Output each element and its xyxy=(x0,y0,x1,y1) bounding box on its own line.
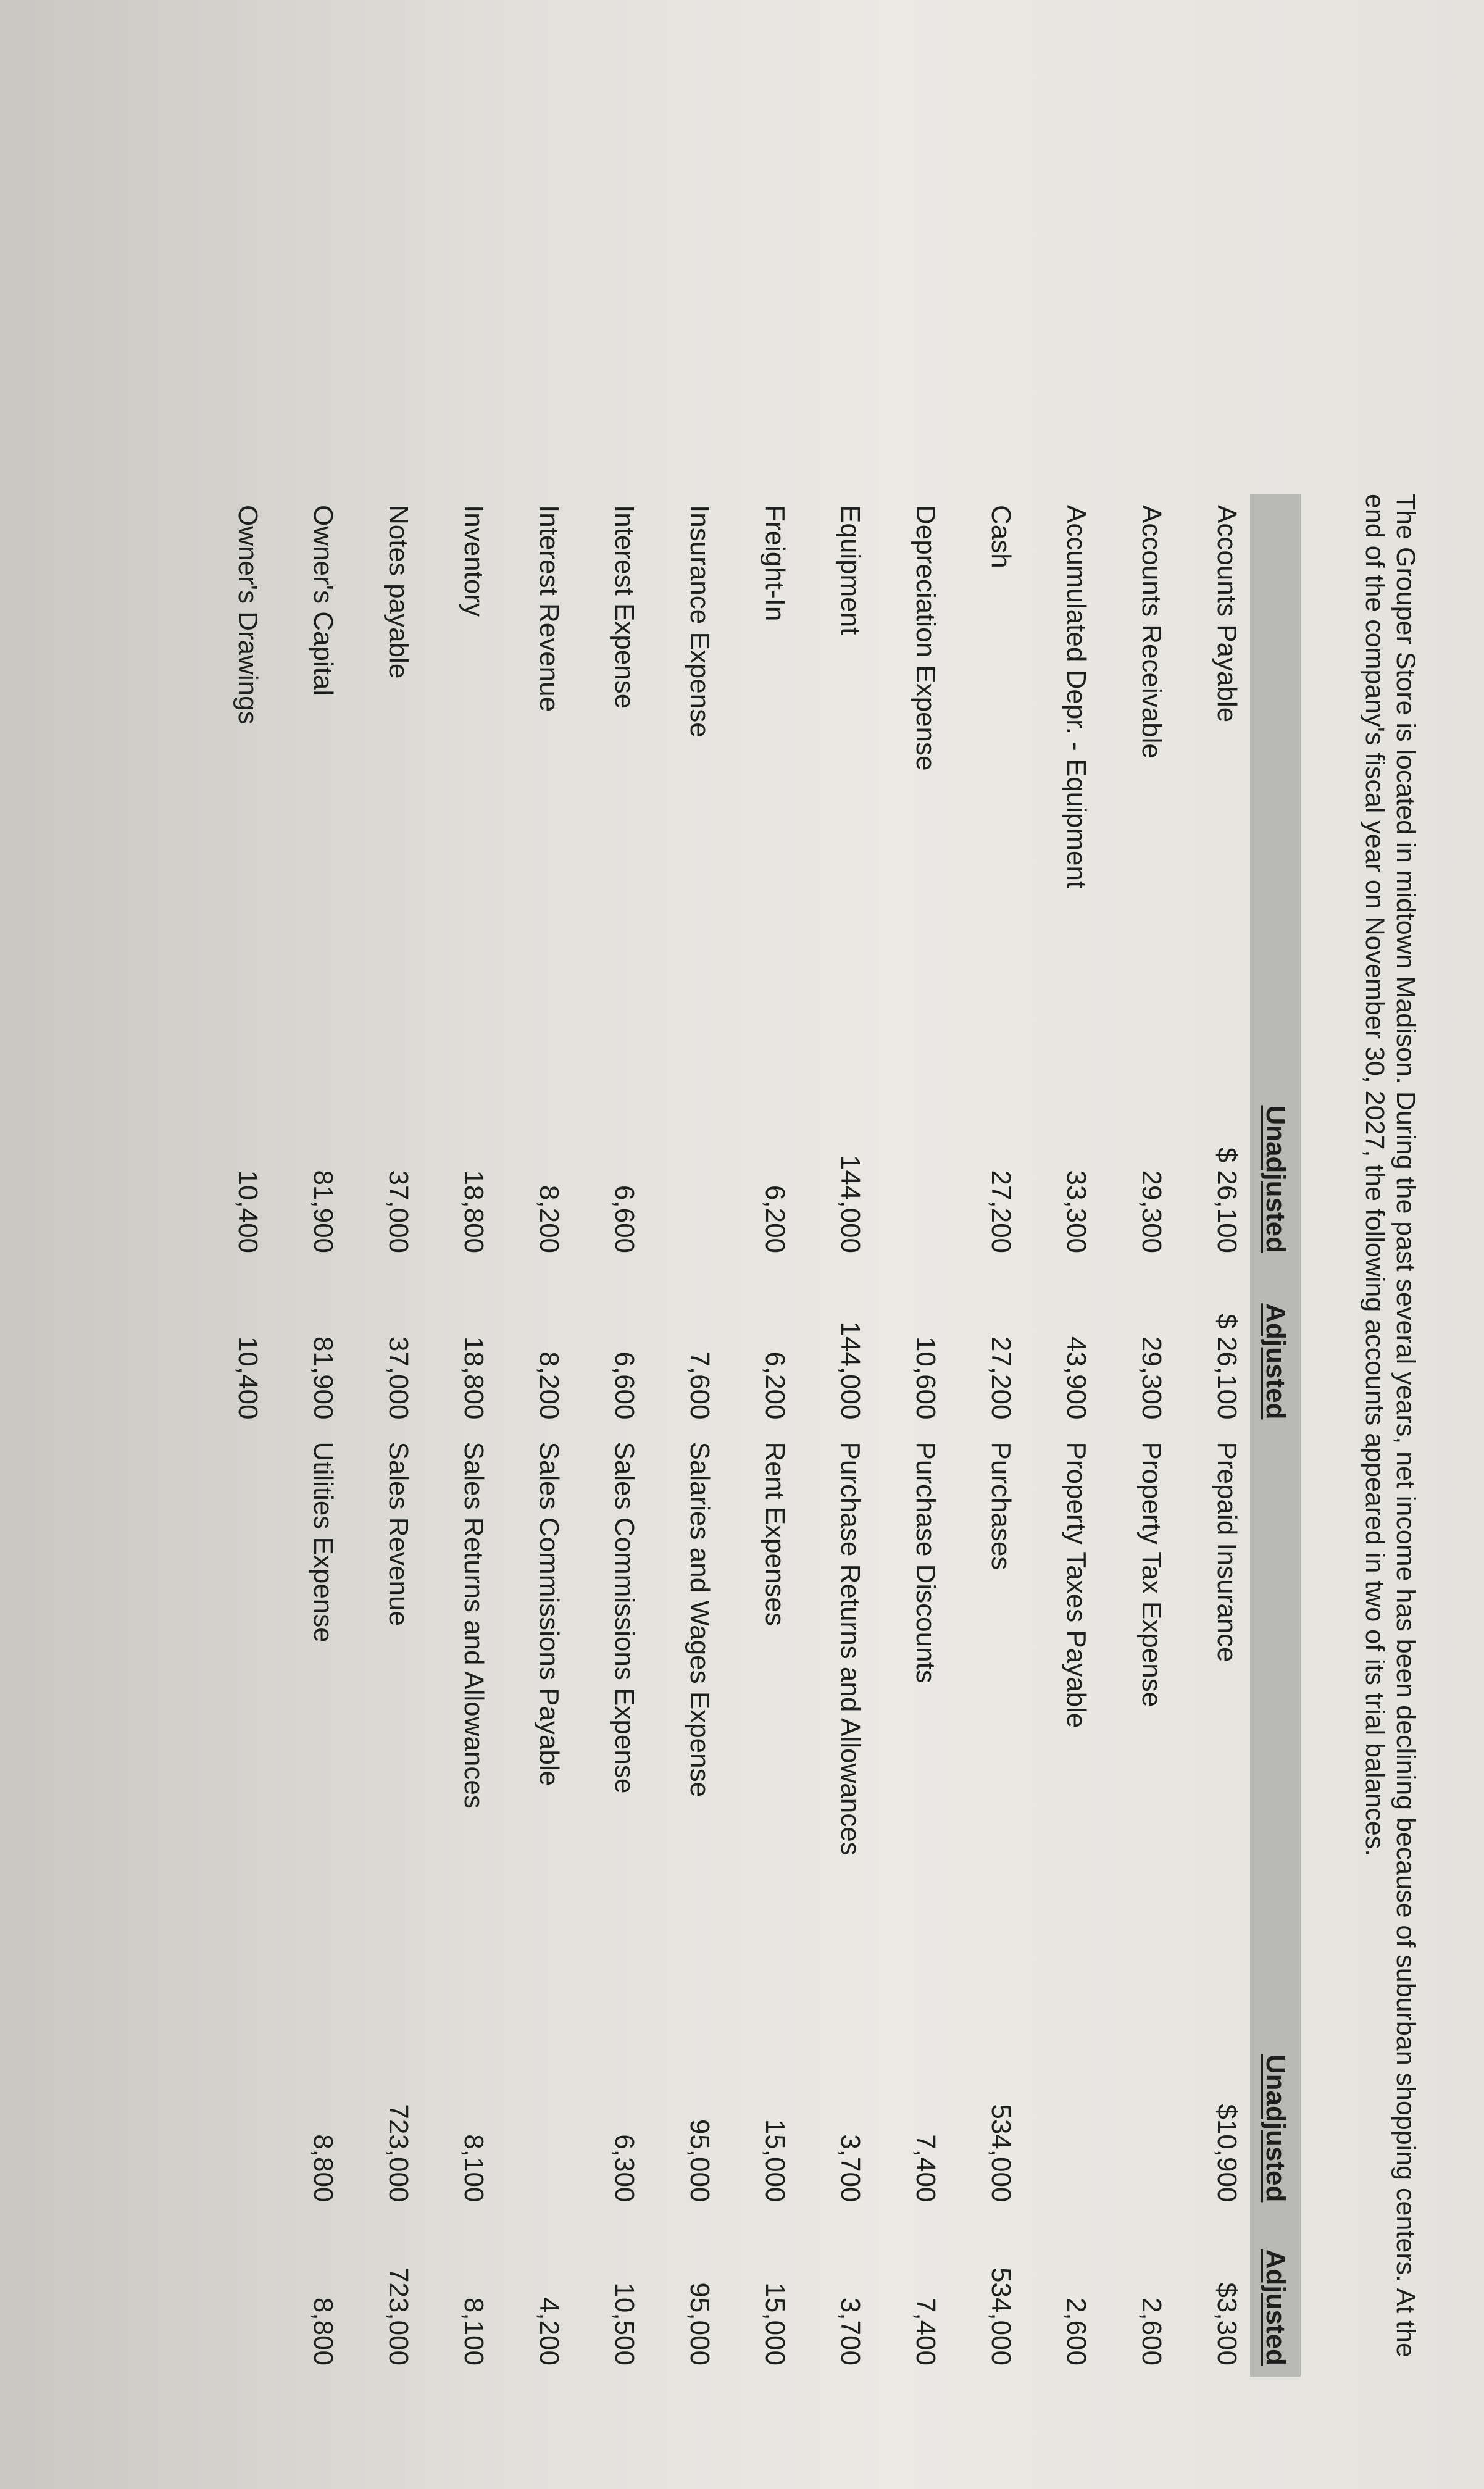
table-row xyxy=(196,494,271,2377)
unadjusted-amount-right xyxy=(196,2043,271,2214)
unadjusted-amount-right: 8,800 xyxy=(308,2134,338,2203)
account-name-left: Interest Revenue xyxy=(534,505,564,712)
account-name-left: Accumulated Depr. - Equipment xyxy=(1061,505,1091,889)
account-name-left: Cash xyxy=(986,505,1016,569)
unadjusted-amount-right: $10,900 xyxy=(1212,2104,1242,2203)
adjusted-amount-right: 534,000 xyxy=(986,2267,1016,2366)
account-name-right: Sales Returns and Allowances xyxy=(459,1441,489,1809)
account-name-right: Property Taxes Payable xyxy=(1061,1441,1091,1728)
adjusted-amount-left: 10,400 xyxy=(233,1336,263,1420)
adjusted-amount-left: 6,200 xyxy=(760,1351,790,1420)
unadjusted-amount-left: 10,400 xyxy=(233,1170,263,1254)
header-unadjusted-right: Unadjusted xyxy=(1250,2043,1301,2214)
unadjusted-amount-left: 81,900 xyxy=(308,1170,338,1254)
unadjusted-amount-right: 534,000 xyxy=(986,2104,1016,2203)
unadjusted-amount-left: 6,200 xyxy=(760,1185,790,1254)
account-name-right: Utilities Expense xyxy=(308,1441,338,1643)
adjusted-amount-left: 27,200 xyxy=(986,1336,1016,1420)
problem-intro-text: The Grouper Store is located in midtown Madison. During the past several years, net income has been declining because of suburban shopping centers. At the end of the company's fiscal year on November 30, 2027, the following accounts appeared in two of its trial balances. xyxy=(1360,494,1420,2358)
table-row xyxy=(346,494,422,2377)
unadjusted-amount-left: 18,800 xyxy=(459,1170,489,1254)
account-name-left: Inventory xyxy=(459,505,489,617)
table-row xyxy=(723,494,798,2377)
adjusted-amount-left: 37,000 xyxy=(383,1336,414,1420)
unadjusted-amount-right: 8,100 xyxy=(459,2134,489,2203)
account-name-left: Insurance Expense xyxy=(685,505,715,738)
adjusted-amount-right: 3,700 xyxy=(835,2297,865,2366)
unadjusted-amount-left: 144,000 xyxy=(835,1154,865,1254)
table-row xyxy=(798,494,873,2377)
table-row xyxy=(271,494,346,2377)
table-row xyxy=(949,494,1024,2377)
table-row xyxy=(497,494,572,2377)
adjusted-amount-right: 4,200 xyxy=(534,2297,564,2366)
table-row xyxy=(1175,494,1250,2377)
adjusted-amount-left: 43,900 xyxy=(1061,1336,1091,1420)
unadjusted-amount-left: 29,300 xyxy=(1136,1170,1167,1254)
adjusted-amount-left: 144,000 xyxy=(835,1321,865,1420)
unadjusted-amount-right: 95,000 xyxy=(685,2119,715,2203)
unadjusted-amount-left xyxy=(648,1094,723,1264)
account-name-right: Sales Commissions Payable xyxy=(534,1441,564,1786)
unadjusted-amount-right: 3,700 xyxy=(835,2134,865,2203)
table-row xyxy=(572,494,648,2377)
account-name-left: Owner's Capital xyxy=(308,505,338,696)
unadjusted-amount-left xyxy=(873,1094,949,1264)
adjusted-amount-left: 29,300 xyxy=(1136,1336,1167,1420)
adjusted-amount-left: 81,900 xyxy=(308,1336,338,1420)
unadjusted-amount-right: 723,000 xyxy=(383,2104,414,2203)
header-blank-left xyxy=(1250,494,1301,1094)
account-name-right: Salaries and Wages Expense xyxy=(685,1441,715,1798)
adjusted-amount-left: 7,600 xyxy=(685,1351,715,1420)
account-name-right xyxy=(196,1431,271,2043)
table-row xyxy=(1024,494,1099,2377)
unadjusted-amount-left: 6,600 xyxy=(609,1185,640,1254)
header-adjusted-right: Adjusted xyxy=(1250,2213,1301,2377)
adjusted-amount-right: 2,600 xyxy=(1061,2297,1091,2366)
unadjusted-amount-right xyxy=(497,2043,572,2214)
account-name-left: Accounts Payable xyxy=(1212,505,1242,723)
account-name-right: Property Tax Expense xyxy=(1136,1441,1167,1707)
adjusted-amount-right: 723,000 xyxy=(383,2267,414,2366)
unadjusted-amount-left: 27,200 xyxy=(986,1170,1016,1254)
unadjusted-amount-right: 6,300 xyxy=(609,2134,640,2203)
trial-balance-page xyxy=(125,494,1421,2408)
table-row xyxy=(1099,494,1175,2377)
adjusted-amount-left: $ 26,100 xyxy=(1212,1314,1242,1420)
account-name-right: Purchases xyxy=(986,1441,1016,1570)
unadjusted-amount-left: 33,300 xyxy=(1061,1170,1091,1254)
header-unadjusted-left: Unadjusted xyxy=(1250,1094,1301,1264)
adjusted-amount-right: 15,000 xyxy=(760,2282,790,2366)
table-row xyxy=(648,494,723,2377)
account-name-right: Sales Revenue xyxy=(383,1441,414,1626)
adjusted-amount-left: 10,600 xyxy=(911,1336,941,1420)
unadjusted-amount-right xyxy=(1099,2043,1175,2214)
account-name-left: Depreciation Expense xyxy=(911,505,941,771)
account-name-left: Equipment xyxy=(835,505,865,635)
adjusted-amount-right: 8,100 xyxy=(459,2297,489,2366)
adjusted-amount-right: 8,800 xyxy=(308,2297,338,2366)
account-name-left: Owner's Drawings xyxy=(233,505,263,725)
account-name-right: Sales Commissions Expense xyxy=(609,1441,640,1794)
unadjusted-amount-left: 37,000 xyxy=(383,1170,414,1254)
account-name-left: Accounts Receivable xyxy=(1136,505,1167,759)
trial-balance-table xyxy=(196,494,1301,2377)
adjusted-amount-left: 6,600 xyxy=(609,1351,640,1420)
account-name-right: Purchase Discounts xyxy=(911,1441,941,1683)
header-adjusted-left: Adjusted xyxy=(1250,1264,1301,1430)
account-name-left: Interest Expense xyxy=(609,505,640,709)
account-name-right: Prepaid Insurance xyxy=(1212,1441,1242,1662)
unadjusted-amount-right: 7,400 xyxy=(911,2134,941,2203)
unadjusted-amount-right xyxy=(1024,2043,1099,2214)
adjusted-amount-left: 18,800 xyxy=(459,1336,489,1420)
adjusted-amount-right xyxy=(196,2213,271,2377)
unadjusted-amount-right: 15,000 xyxy=(760,2119,790,2203)
account-name-right: Purchase Returns and Allowances xyxy=(835,1441,865,1856)
adjusted-amount-right: 2,600 xyxy=(1136,2297,1167,2366)
account-name-left: Notes payable xyxy=(383,505,414,679)
account-name-left: Freight-In xyxy=(760,505,790,622)
adjusted-amount-right: 10,500 xyxy=(609,2282,640,2366)
table-row xyxy=(873,494,949,2377)
account-name-right: Rent Expenses xyxy=(760,1441,790,1626)
unadjusted-amount-left: $ 26,100 xyxy=(1212,1147,1242,1254)
table-header-row xyxy=(1250,494,1301,2377)
adjusted-amount-right: 7,400 xyxy=(911,2297,941,2366)
header-blank-right xyxy=(1250,1431,1301,2043)
adjusted-amount-right: $3,300 xyxy=(1212,2282,1242,2366)
table-row xyxy=(422,494,497,2377)
unadjusted-amount-left: 8,200 xyxy=(534,1185,564,1254)
adjusted-amount-left: 8,200 xyxy=(534,1351,564,1420)
adjusted-amount-right: 95,000 xyxy=(685,2282,715,2366)
